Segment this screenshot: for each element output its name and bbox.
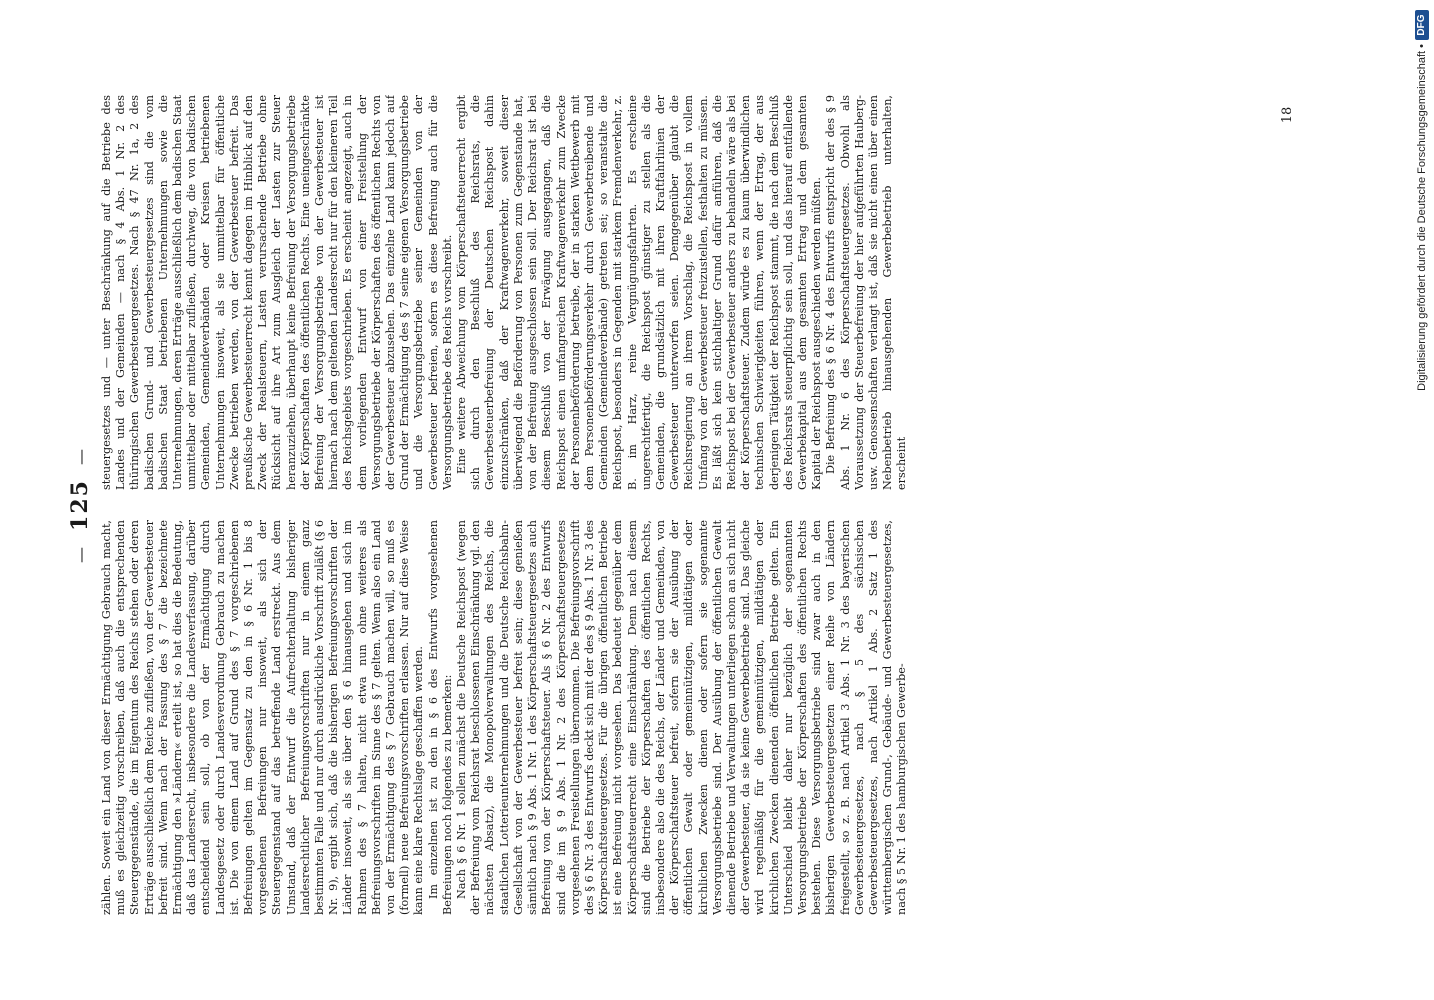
header-dash-right: — [70,447,90,466]
attribution-strip [1392,10,1428,990]
page-rotated-content [60,95,1320,915]
header-dash-left: — [70,544,90,563]
paragraph: zählen. Soweit ein Land von dieser Ermächtigung Gebrauch macht, muß es gleichzeitig vorschreiben, daß auch die entsprechenden Steuergegenstände, die im Eigentum des Reichs stehen oder deren Erträge ausschließlich dem Reiche zufließen, von der Gewerbesteuer befreit sind. Wenn nach der Fassung des § 7 die bezeichnete Ermächtigung den »Ländern« erteilt ist, so hat dies die Bedeutung, daß das Landesrecht, insbesondere die Landesverfassung, darüber entscheidend sein soll, ob von der Ermächtigung durch Landesgesetz oder durch Landesverordnung Gebrauch zu machen ist. Die von einem Land auf Grund des § 7 vorgeschriebenen Befreiungen gelten im Gegensatz zu den in § 6 Nr. 1 bis 8 vorgesehenen Befreiungen nur insoweit, als sich der Steuergegenstand auf das betreffende Land erstreckt. Aus dem Umstand, daß der Entwurf die Aufrechterhaltung bisheriger landesrechtlicher Befreiungsvorschriften nur in einem ganz bestimmten Falle und nur durch ausdrückliche Vorschrift zuläßt (§ 6 Nr. 9), ergibt sich, daß die bisherigen Befreiungsvorschriften der Länder insoweit, als sie über den § 6 hinausgehen und sich im Rahmen des § 7 halten, nicht etwa nun ohne weiteres als Befreiungsvorschriften im Sinne des § 7 gelten. Wenn also ein Land von der Ermächtigung des § 7 Gebrauch machen will, so muß es (formell) neue Befreiungsvorschriften erlassen. Nur auf diese Weise kann eine klare Rechtslage geschaffen werden. [100,520,426,915]
paragraph: Nach § 6 Nr. 1 sollen zunächst die Deutsche Reichspost (wegen der Befreiung vom Reichsrat beschlossenen Einschränkung vgl. den nächsten Absatz), die Monopolverwaltungen des Reichs, die staatlichen Lotterieunternehmungen und die Deutsche Reichsbahn-Gesellschaft von der Gewerbesteuer befreit sein; diese genießen sämtlich nach § 9 Abs. 1 Nr. 1 des Körperschaftsteuergesetzes auch Befreiung von der Körperschaftsteuer. Als § 6 Nr. 2 des Entwurfs sind die im § 9 Abs. 1 Nr. 2 des Körperschaftsteuergesetzes vorgesehenen Freistellungen übernommen. Die Befreiungsvorschrift des § 6 Nr. 3 des Entwurfs deckt sich mit der des § 9 Abs. 1 Nr. 3 des Körperschaftsteuergesetzes. Für die übrigen öffentlichen Betriebe ist eine Befreiung nicht vorgesehen. Das bedeutet gegenüber dem Körperschaftsteuerrecht eine Einschränkung. Denn nach diesem sind die Betriebe der Körperschaften des öffentlichen Rechts, insbesondere also die des Reichs, der Länder und Gemeinden, von der Körperschaftsteuer befreit, sofern sie der Ausübung der öffentlichen Gewalt oder gemeinnützigen, mildtätigen oder kirchlichen Zwecken dienen oder sofern sie sogenannte Versorgungsbetriebe sind. Der Ausübung der öffentlichen Gewalt dienende Betriebe und Verwaltungen unterliegen schon an sich nicht der Gewerbesteuer, da sie keine Gewerbebetriebe sind. Das gleiche wird regelmäßig für die gemeinnützigen, mildtätigen oder kirchlichen Zwecken dienenden öffentlichen Betriebe gelten. Ein Unterschied bleibt daher nur bezüglich der sogenannten Versorgungsbetriebe der Körperschaften des öffentlichen Rechts bestehen. Diese Versorgungsbetriebe sind zwar auch in den bisherigen Gewerbesteuergesetzen einer Reihe von Ländern freigestellt, so z. B. nach Artikel 3 Abs. 1 Nr. 3 des bayerischen Gewerbesteuergesetzes, nach § 5 des sächsischen Gewerbesteuergesetzes, nach Artikel 1 Abs. 2 Satz 1 des württembergischen Grund-, Gebäude- und Gewerbesteuergesetzes, nach § 5 Nr. 1 des hamburgischen Gewerbe- [455,520,909,915]
page-header [60,95,100,915]
printed-page [60,95,1320,915]
left-column [100,520,1280,915]
paragraph: Im einzelnen ist zu den in § 6 des Entwurfs vorgesehenen Befreiungen noch folgendes zu bemerken: [426,520,454,915]
attribution-text: Digitalisierung gefördert durch die Deutsche Forschungsgemeinschaft • [1416,44,1428,391]
paragraph: steuergesetzes und — unter Beschränkung auf die Betriebe des Landes und der Gemeinden — nach § 4 Abs. 1 Nr. 2 des thüringischen Gewerbesteuergesetzes. Nach § 47 Nr. 1a, 2 des badischen Grund- und Gewerbesteuergesetzes sind die vom badischen Staat betriebenen Unternehmungen sowie die Unternehmungen, deren Erträge ausschließlich dem badischen Staat unmittelbar oder mittelbar zufließen, durchweg, die von badischen Gemeinden, Gemeindeverbänden oder Kreisen betriebenen Unternehmungen insoweit, als sie unmittelbar für öffentliche Zwecke betrieben werden, von der Gewerbesteuer befreit. Das preußische Gewerbesteuerrecht kennt dagegen im Hinblick auf den Zweck der Realsteuern, Lasten verursachende Betriebe ohne Rücksicht auf ihre Art zum Ausgleich der Lasten zur Steuer heranzuziehen, überhaupt keine Befreiung der Versorgungsbetriebe der Körperschaften des öffentlichen Rechts. Eine uneingeschränkte Befreiung der Versorgungsbetriebe von der Gewerbesteuer ist hiernach nach dem geltenden Landesrecht nur für den kleineren Teil des Reichsgebiets vorgeschrieben. Es erscheint angezeigt, auch in dem vorliegenden Entwurf von einer Freistellung der Versorgungsbetriebe der Körperschaften des öffentlichen Rechts von der Gewerbesteuer abzusehen. Das einzelne Land kann jedoch auf Grund der Ermächtigung des § 7 seine eigenen Versorgungsbetriebe und die Versorgungsbetriebe seiner Gemeinden von der Gewerbesteuer befreien, sofern es diese Befreiung auch für die Versorgungsbetriebe des Reichs vorschreibt. [100,95,454,490]
page-number: 125 [67,479,93,531]
footer-number: 18 [1280,106,1295,124]
dfg-logo: DFG [1415,10,1429,40]
text-columns [100,95,1280,915]
attribution-rotated [1404,10,1434,990]
paragraph: Die Befreiung des § 6 Nr. 4 des Entwurfs entspricht der des § 9 Abs. 1 Nr. 6 des Körperschaftsteuergesetzes. Obwohl als Voraussetzung der Steuerbefreiung der hier aufgeführten Hauberg- usw. Genossenschaften verlangt ist, daß sie nicht einen über einen Nebenbetrieb hinausgehenden Gewerbebetrieb unterhalten, erscheint [824,95,909,490]
paragraph: Eine weitere Abweichung vom Körperschaftsteuerrecht ergibt sich durch den Beschluß des Reichsrats, die Gewerbesteuerbefreiung der Deutschen Reichspost dahin einzuschränken, daß der Kraftwagenverkehr, soweit dieser überwiegend die Beförderung von Personen zum Gegenstande hat, von der Befreiung ausgeschlossen sein soll. Der Reichsrat ist bei diesem Beschluß von der Erwägung ausgegangen, daß die Reichspost einen umfangreichen Kraftwagenverkehr zum Zwecke der Personenbeförderung betreibe, der in starken Wettbewerb mit dem Personenbeförderungsverkehr durch Gewerbetreibende und Gemeinden (Gemeindeverbände) getreten sei; so veranstalte die Reichspost, besonders in Gegenden mit starkem Fremdenverkehr, z. B. im Harz, reine Vergnügungsfahrten. Es erscheine ungerechtfertigt, die Reichspost günstiger zu stellen als die Gemeinden, die grundsätzlich mit ihren Kraftfahrlinien der Gewerbesteuer unterworfen seien. Demgegenüber glaubt die Reichsregierung an ihrem Vorschlag, die Reichspost in vollem Umfang von der Gewerbesteuer freizustellen, festhalten zu müssen. Es läßt sich kein stichhaltiger Grund dafür anführen, daß die Reichspost bei der Gewerbesteuer anders zu behandeln wäre als bei der Körperschaftsteuer. Zudem würde es zu kaum überwindlichen technischen Schwierigkeiten führen, wenn der Ertrag, der aus derjenigen Tätigkeit der Reichspost stammt, die nach dem Beschluß des Reichsrats steuerpflichtig sein soll, und das hierauf entfallende Gewerbekapital aus dem gesamten Ertrag und dem gesamten Kapital der Reichspost ausgeschieden werden müßten. [455,95,824,490]
right-column [100,95,1280,490]
